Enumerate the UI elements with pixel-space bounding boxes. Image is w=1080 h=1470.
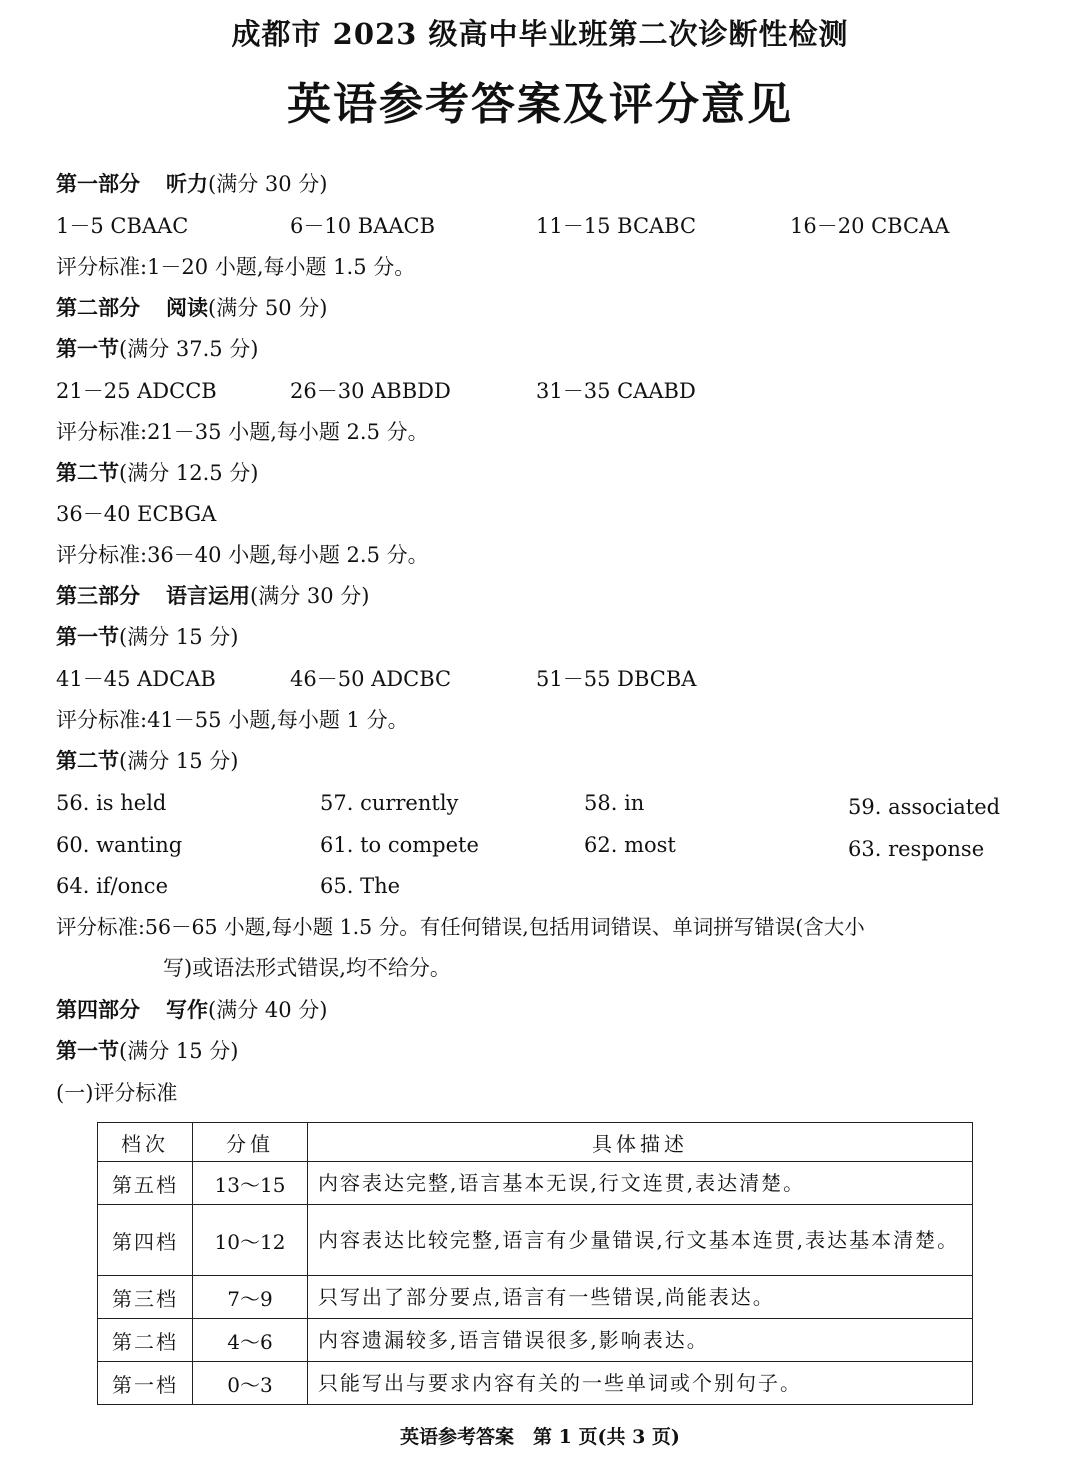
part1-name: 听力 — [166, 171, 208, 196]
part1-scoring-note: 评分标准:1－20 小题,每小题 1.5 分。 — [56, 255, 416, 279]
part2-score: (满分 50 分) — [208, 296, 328, 320]
document-subtitle: 英语参考答案及评分意见 — [287, 79, 793, 130]
rubric-row — [98, 1319, 973, 1362]
answer-group: 31－35 CAABD — [536, 379, 696, 403]
part3-section2-heading — [56, 746, 238, 776]
rubric-row — [98, 1205, 973, 1276]
rubric-row — [98, 1362, 973, 1405]
section-score: (满分 37.5 分) — [119, 337, 259, 361]
section-score: (满分 15 分) — [119, 625, 239, 649]
answer-group: 21－25 ADCCB — [56, 379, 217, 403]
rubric-header-level: 档次 — [98, 1123, 193, 1162]
part3-section1-heading — [56, 622, 238, 652]
rubric-range: 10～12 — [193, 1205, 308, 1276]
fill-in-answer: 56. is held — [56, 791, 167, 815]
rubric-level: 第四档 — [98, 1205, 193, 1276]
rubric-range: 0～3 — [193, 1362, 308, 1405]
fill-in-answer: 61. to compete — [320, 833, 479, 857]
fill-in-answer: 57. currently — [320, 791, 459, 815]
page-footer: 英语参考答案 第 1 页(共 3 页) — [400, 1426, 680, 1448]
answer-group: 16－20 CBCAA — [790, 214, 950, 238]
part3-section1-scoring-note: 评分标准:41－55 小题,每小题 1 分。 — [56, 708, 409, 732]
fill-in-answer: 60. wanting — [56, 833, 183, 857]
part2-section2-scoring-note: 评分标准:36－40 小题,每小题 2.5 分。 — [56, 543, 429, 567]
section-label: 第一节 — [56, 336, 119, 361]
part4-label: 第四部分 — [56, 997, 140, 1022]
section-label: 第二节 — [56, 748, 119, 773]
rubric-table — [97, 1122, 973, 1405]
fill-in-answer: 63. response — [848, 837, 985, 861]
part1-label: 第一部分 — [56, 171, 140, 196]
part1-score: (满分 30 分) — [208, 172, 328, 196]
section-label: 第二节 — [56, 460, 119, 485]
rubric-description: 内容遗漏较多,语言错误很多,影响表达。 — [308, 1319, 973, 1362]
section-label: 第一节 — [56, 1038, 119, 1063]
part2-section1-scoring-note: 评分标准:21－35 小题,每小题 2.5 分。 — [56, 420, 429, 444]
part3-label: 第三部分 — [56, 583, 140, 608]
rubric-header-row — [98, 1123, 973, 1162]
rubric-description: 内容表达比较完整,语言有少量错误,行文基本连贯,表达基本清楚。 — [308, 1205, 973, 1276]
part3-heading — [56, 581, 369, 611]
criteria-label: (一)评分标准 — [56, 1081, 178, 1105]
fill-in-answer: 65. The — [320, 874, 401, 898]
part1-heading — [56, 169, 327, 199]
part2-name: 阅读 — [166, 295, 208, 320]
rubric-row — [98, 1162, 973, 1205]
part4-section1-heading — [56, 1036, 238, 1066]
rubric-range: 7～9 — [193, 1276, 308, 1319]
section-score: (满分 15 分) — [119, 1039, 239, 1063]
answer-group: 26－30 ABBDD — [290, 379, 451, 403]
section-score: (满分 15 分) — [119, 749, 239, 773]
part2-section1-heading — [56, 334, 259, 364]
rubric-range: 13～15 — [193, 1162, 308, 1205]
document-title: 成都市 2023 级高中毕业班第二次诊断性检测 — [231, 17, 849, 51]
answer-group: 36－40 ECBGA — [56, 502, 217, 526]
part2-heading — [56, 293, 327, 323]
section-label: 第一节 — [56, 624, 119, 649]
part3-name: 语言运用 — [166, 583, 250, 608]
fill-in-answer: 59. associated — [848, 795, 1001, 819]
rubric-level: 第五档 — [98, 1162, 193, 1205]
answer-group: 46－50 ADCBC — [290, 667, 452, 691]
part4-heading — [56, 995, 327, 1025]
part3-section2-scoring-note: 评分标准:56－65 小题,每小题 1.5 分。有任何错误,包括用词错误、单词拼写错误(含大小 — [56, 915, 865, 939]
part3-section2-scoring-note-continued: 写)或语法形式错误,均不给分。 — [163, 956, 451, 980]
part2-section2-heading — [56, 458, 259, 488]
part3-score: (满分 30 分) — [250, 584, 370, 608]
answer-group: 6－10 BAACB — [290, 214, 436, 238]
rubric-header-description: 具体描述 — [308, 1123, 973, 1162]
answer-group: 11－15 BCABC — [536, 214, 697, 238]
rubric-description: 只写出了部分要点,语言有一些错误,尚能表达。 — [308, 1276, 973, 1319]
answer-group: 1－5 CBAAC — [56, 214, 189, 238]
fill-in-answer: 58. in — [584, 791, 645, 815]
fill-in-answer: 64. if/once — [56, 874, 168, 898]
section-score: (满分 12.5 分) — [119, 461, 259, 485]
fill-in-answer: 62. most — [584, 833, 676, 857]
part4-score: (满分 40 分) — [208, 998, 328, 1022]
part4-name: 写作 — [166, 997, 208, 1022]
answer-group: 51－55 DBCBA — [536, 667, 697, 691]
rubric-level: 第二档 — [98, 1319, 193, 1362]
rubric-range: 4～6 — [193, 1319, 308, 1362]
part2-label: 第二部分 — [56, 295, 140, 320]
rubric-level: 第三档 — [98, 1276, 193, 1319]
rubric-header-score: 分值 — [193, 1123, 308, 1162]
rubric-description: 内容表达完整,语言基本无误,行文连贯,表达清楚。 — [308, 1162, 973, 1205]
answer-group: 41－45 ADCAB — [56, 667, 216, 691]
rubric-level: 第一档 — [98, 1362, 193, 1405]
rubric-row — [98, 1276, 973, 1319]
rubric-description: 只能写出与要求内容有关的一些单词或个别句子。 — [308, 1362, 973, 1405]
